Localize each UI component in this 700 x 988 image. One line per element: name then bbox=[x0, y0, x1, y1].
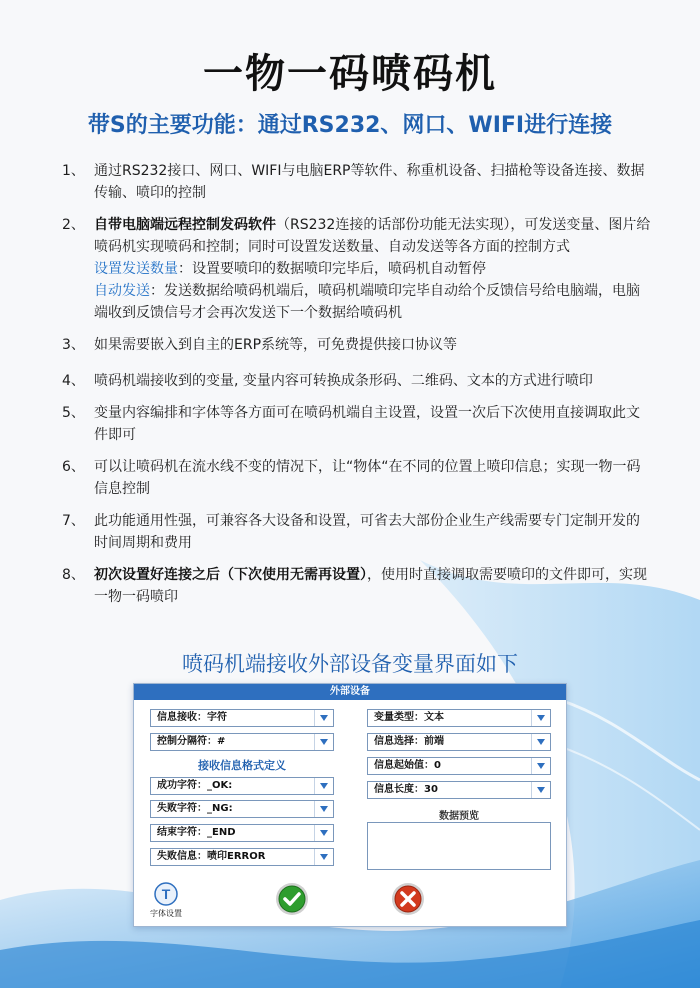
select-value: 成功字符：_OK: bbox=[157, 780, 233, 791]
feature-number: 5、 bbox=[62, 405, 85, 421]
select-value: 信息选择：前端 bbox=[374, 736, 444, 747]
fail-info-select[interactable] bbox=[150, 848, 334, 866]
chevron-down-icon[interactable] bbox=[314, 801, 333, 817]
select-value: 失败信息：喷印ERROR bbox=[157, 851, 266, 862]
feature-number: 8、 bbox=[62, 567, 85, 583]
separator-select[interactable] bbox=[150, 733, 334, 751]
feature-text: 喷码机端接收到的变量, 变量内容可转换成条形码、二维码、文本的方式进行喷印 bbox=[94, 373, 593, 389]
select-value: 信息接收：字符 bbox=[157, 712, 227, 723]
feature-text: （RS232连接的话部份功能无法实现），可发送变量、图片给喷码机实现喷码和控制；同时可设置发送数量、自动发送等各方面的控制方式 bbox=[94, 217, 651, 255]
confirm-button[interactable] bbox=[275, 882, 309, 920]
data-preview-box bbox=[367, 822, 551, 870]
feature-text: 如果需要嵌入到自主的ERP系统等，可免费提供接口协议等 bbox=[94, 337, 458, 353]
check-icon bbox=[275, 882, 309, 916]
info-start-select[interactable] bbox=[367, 757, 551, 775]
chevron-down-icon[interactable] bbox=[531, 782, 550, 798]
font-settings-button[interactable] bbox=[146, 882, 186, 919]
feature-number: 1、 bbox=[62, 163, 85, 179]
feature-item bbox=[62, 456, 652, 500]
feature-number: 4、 bbox=[62, 373, 85, 389]
sub-item-text: ：设置要喷印的数据喷印完毕后，喷码机自动暂停 bbox=[178, 261, 486, 277]
feature-text: 变量内容编排和字体等各方面可在喷码机端自主设置，设置一次后下次使用直接调取此文件即可 bbox=[94, 405, 640, 443]
select-value: 变量类型：文本 bbox=[374, 712, 444, 723]
chevron-down-icon[interactable] bbox=[531, 710, 550, 726]
feature-item bbox=[62, 334, 652, 356]
chevron-down-icon[interactable] bbox=[531, 758, 550, 774]
feature-item bbox=[62, 370, 652, 392]
feature-bold-text: 自带电脑端远程控制发码软件 bbox=[94, 217, 276, 233]
font-icon bbox=[154, 882, 178, 906]
sub-item bbox=[94, 258, 652, 280]
chevron-down-icon[interactable] bbox=[314, 734, 333, 750]
section-title: 喷码机端接收外部设备变量界面如下 bbox=[182, 652, 518, 676]
feature-list bbox=[62, 160, 652, 608]
chevron-down-icon[interactable] bbox=[531, 734, 550, 750]
select-value: 信息起始值：0 bbox=[374, 760, 441, 771]
info-select-select[interactable] bbox=[367, 733, 551, 751]
feature-item bbox=[62, 214, 652, 258]
end-char-select[interactable] bbox=[150, 824, 334, 842]
feature-text: ，使用时直接调取需要喷印的文件即可，实现一物一码喷印 bbox=[94, 567, 647, 605]
chevron-down-icon[interactable] bbox=[314, 825, 333, 841]
select-value: 信息长度：30 bbox=[374, 784, 438, 795]
font-icon-glyph: T bbox=[161, 886, 171, 902]
format-caption: 接收信息格式定义 bbox=[198, 759, 286, 772]
feature-number: 3、 bbox=[62, 337, 85, 353]
sub-item-label: 自动发送 bbox=[94, 283, 150, 299]
page-subtitle: 带S的主要功能：通过RS232、网口、WIFI进行连接 bbox=[87, 113, 613, 138]
sub-item-label: 设置发送数量 bbox=[94, 261, 178, 277]
variable-type-select[interactable] bbox=[367, 709, 551, 727]
chevron-down-icon[interactable] bbox=[314, 778, 333, 794]
feature-text: 通过RS232接口、网口、WIFI与电脑ERP等软件、称重机设备、扫描枪等设备连接、数据传输、喷印的控制 bbox=[94, 163, 645, 201]
success-char-select[interactable] bbox=[150, 777, 334, 795]
feature-text: 此功能通用性强，可兼容各大设备和设置，可省去大部份企业生产线需要专门定制开发的时间周期和费用 bbox=[94, 513, 640, 551]
font-settings-label: 字体设置 bbox=[150, 909, 182, 918]
dialog-header: 外部设备 bbox=[134, 684, 566, 700]
feature-number: 7、 bbox=[62, 513, 85, 529]
sub-item bbox=[94, 280, 652, 324]
select-value: 控制分隔符：# bbox=[157, 736, 226, 747]
chevron-down-icon[interactable] bbox=[314, 710, 333, 726]
cancel-button[interactable] bbox=[391, 882, 425, 920]
feature-number: 6、 bbox=[62, 459, 85, 475]
feature-item bbox=[62, 402, 652, 446]
preview-label: 数据预览 bbox=[439, 811, 479, 822]
feature-number: 2、 bbox=[62, 217, 85, 233]
feature-item bbox=[62, 564, 652, 608]
chevron-down-icon[interactable] bbox=[314, 849, 333, 865]
feature-bold-text: 初次设置好连接之后（下次使用无需再设置） bbox=[94, 567, 367, 583]
select-value: 失败字符：_NG: bbox=[157, 803, 233, 814]
feature-text: 可以让喷码机在流水线不变的情况下，让“物体“在不同的位置上喷印信息；实现一物一码信息控制 bbox=[94, 459, 641, 497]
info-receive-select[interactable] bbox=[150, 709, 334, 727]
feature-item bbox=[62, 510, 652, 554]
fail-char-select[interactable] bbox=[150, 800, 334, 818]
info-length-select[interactable] bbox=[367, 781, 551, 799]
feature-item bbox=[62, 160, 652, 204]
page-title: 一物一码喷码机 bbox=[203, 51, 497, 97]
select-value: 结束字符：_END bbox=[157, 827, 236, 838]
external-device-dialog bbox=[133, 683, 567, 927]
sub-item-text: ：发送数据给喷码机端后，喷码机端喷印完毕自动给个反馈信号给电脑端，电脑端收到反馈信号才会再次发送下一个数据给喷码机 bbox=[94, 283, 640, 321]
close-icon bbox=[391, 882, 425, 916]
